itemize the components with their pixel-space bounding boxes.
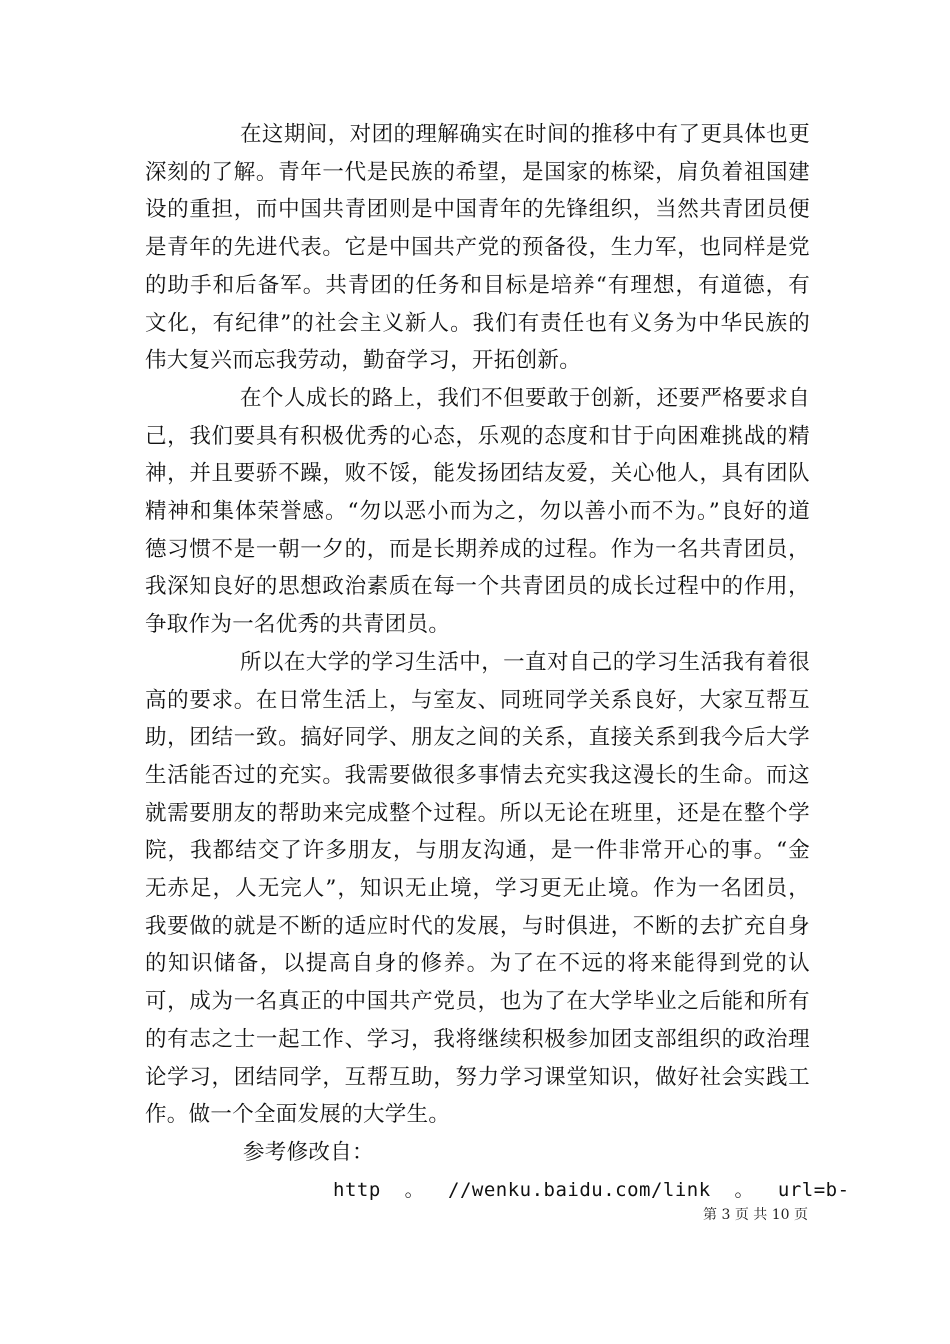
reference-label: 参考修改自： [243,1139,374,1165]
paragraph-1: 在这期间，对团的理解确实在时间的推移中有了更具体也更深刻的了解。青年一代是民族的希望，是国家的栋梁，肩负着祖国建设的重担，而中国共青团则是中国青年的先锋组织，当然共青团员便是青年的先进代表。它是中国共产党的预备役，生力军，也同样是党的助手和后备军。共青团的任务和目标是培养“有理想，有道德，有文化，有纪律”的社会主义新人。我们有责任也有义务为中华民族的伟大复兴而忘我劳动，勤奋学习，开拓创新。 [145,122,810,374]
document-body [145,116,850,1209]
reference-url[interactable]: http 。 //wenku.baidu.com/link 。 url=b- [333,1178,850,1201]
paragraph-3: 所以在大学的学习生活中，一直对自己的学习生活我有着很高的要求。在日常生活上，与室友、同班同学关系良好，大家互帮互助，团结一致。搞好同学、朋友之间的关系，直接关系到我今后大学生活能否过的充实。我需要做很多事情去充实我这漫长的生命。而这就需要朋友的帮助来完成整个过程。所以无论在班里，还是在整个学院，我都结交了许多朋友，与朋友沟通，是一件非常开心的事。“金无赤足，人无完人”，知识无止境，学习更无止境。作为一名团员，我要做的就是不断的适应时代的发展，与时俱进，不断的去扩充自身的知识储备，以提高自身的修养。为了在不远的将来能得到党的认可，成为一名真正的中国共产党员，也为了在大学毕业之后能和所有的有志之士一起工作、学习，我将继续积极参加团支部组织的政治理论学习，团结同学，互帮互助，努力学习课堂知识，做好社会实践工作。做一个全面发展的大学生。 [145,649,810,1128]
paragraph-2: 在个人成长的路上，我们不但要敢于创新，还要严格要求自己，我们要具有积极优秀的心态，乐观的态度和甘于向困难挑战的精神，并且要骄不躁，败不馁，能发扬团结友爱，关心他人，具有团队精神和集体荣誉感。“勿以恶小而为之，勿以善小而不为。”良好的道德习惯不是一朝一夕的，而是长期养成的过程。作为一名共青团员，我深知良好的思想政治素质在每一个共青团员的成长过程中的作用，争取作为一名优秀的共青团员。 [145,385,810,638]
page-number: 第 3 页 共 10 页 [703,1207,808,1223]
